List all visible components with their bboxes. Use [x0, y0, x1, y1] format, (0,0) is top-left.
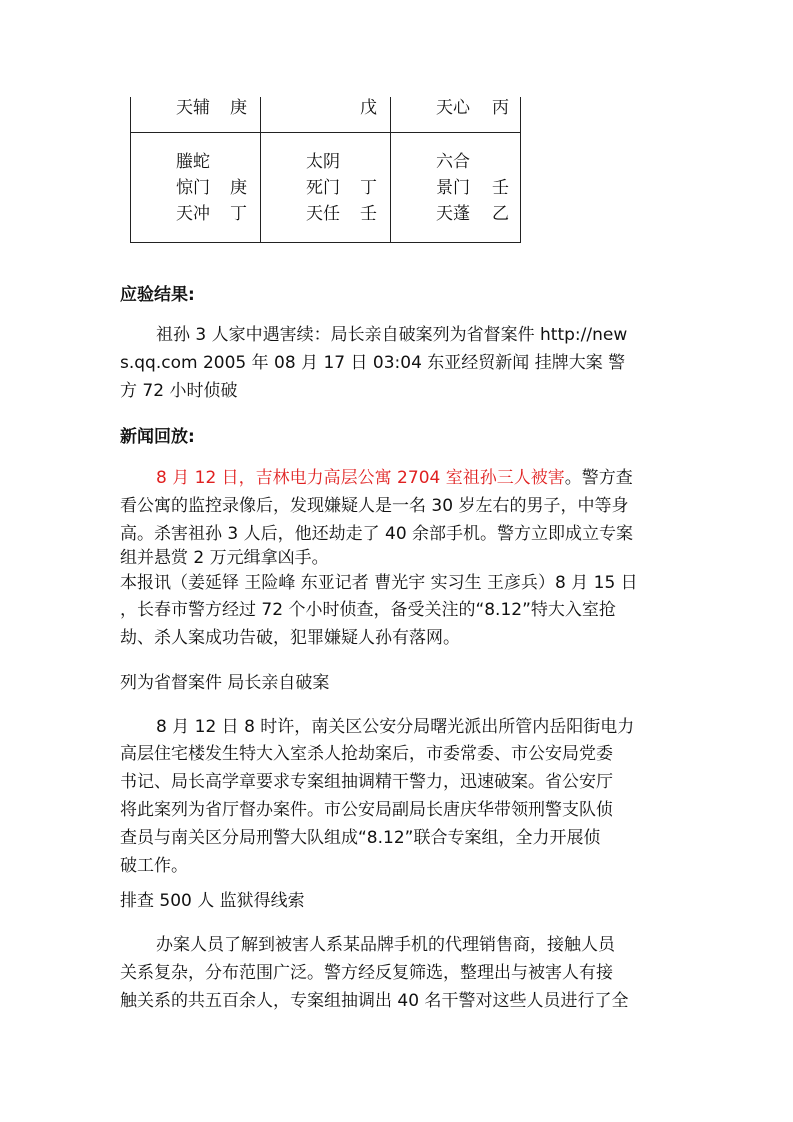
- bottom-c1-star-stem: 丁: [230, 204, 247, 224]
- top-c1-star: 天辅: [176, 98, 210, 118]
- bottom-c1-door: 惊门: [176, 178, 210, 198]
- paragraph-line: 查员与南关区分局刑警大队组成“8.12”联合专案组，全力开展侦: [120, 828, 601, 848]
- news-highlight: 8 月 12 日，吉林电力高层公寓 2704 室祖孙三人被害: [156, 468, 565, 488]
- news-line: ，长春市警方经过 72 个小时侦查，备受关注的“8.12”特大入室抢: [120, 600, 616, 620]
- news-line: 高。杀害祖孙 3 人后，他还劫走了 40 余部手机。警方立即成立专案: [120, 524, 634, 544]
- bottom-c2-star-stem: 壬: [360, 204, 377, 224]
- paragraph-line: 触关系的共五百余人，专案组抽调出 40 名干警对这些人员进行了全: [120, 991, 629, 1011]
- bottom-c2-god: 太阴: [306, 152, 340, 172]
- top-c2-stem: 戊: [360, 98, 377, 118]
- news-line: 劫、杀人案成功告破，犯罪嫌疑人孙有落网。: [120, 628, 460, 648]
- news-line: 本报讯（姜延铎 王险峰 东亚记者 曹光宇 实习生 王彦兵）8 月 15 日: [120, 573, 638, 593]
- paragraph-line: 办案人员了解到被害人系某品牌手机的代理销售商，接触人员: [156, 935, 615, 955]
- bottom-c3-door: 景门: [436, 178, 470, 198]
- result-line: 方 72 小时侦破: [120, 381, 238, 401]
- grid-row-divider: [130, 132, 521, 133]
- bottom-c3-star-stem: 乙: [492, 204, 509, 224]
- bottom-c3-star: 天蓬: [436, 204, 470, 224]
- result-heading: 应验结果:: [120, 285, 195, 305]
- news-first-line-rest: 。警方查: [564, 468, 633, 488]
- bottom-c2-door: 死门: [306, 178, 340, 198]
- news-line: 看公寓的监控录像后，发现嫌疑人是一名 30 岁左右的男子，中等身: [120, 496, 629, 516]
- result-line: 祖孙 3 人家中遇害续：局长亲自破案列为省督案件 http://new: [156, 325, 628, 345]
- news-heading: 新闻回放:: [120, 427, 195, 447]
- grid-border-right: [520, 97, 521, 243]
- top-c3-stem: 丙: [492, 98, 509, 118]
- grid-border-left: [130, 97, 131, 243]
- subheading-provincial-case: 列为省督案件 局长亲自破案: [120, 673, 330, 693]
- paragraph-line: 关系复杂，分布范围广泛。警方经反复筛选，整理出与被害人有接: [120, 963, 613, 983]
- bottom-c3-door-stem: 壬: [492, 178, 509, 198]
- bottom-c1-door-stem: 庚: [230, 178, 247, 198]
- grid-divider-2: [390, 97, 391, 243]
- top-c3-star: 天心: [436, 98, 470, 118]
- news-line: 组并悬赏 2 万元缉拿凶手。: [120, 548, 329, 568]
- top-c1-stem: 庚: [230, 98, 247, 118]
- subheading-investigation: 排查 500 人 监狱得线索: [120, 891, 305, 911]
- paragraph-line: 破工作。: [120, 856, 188, 876]
- bottom-c3-god: 六合: [436, 152, 470, 172]
- result-line: s.qq.com 2005 年 08 月 17 日 03:04 东亚经贸新闻 挂牌大案 警: [120, 353, 626, 373]
- bottom-c2-star: 天任: [306, 204, 340, 224]
- paragraph-line: 高层住宅楼发生特大入室杀人抢劫案后，市委常委、市公安局党委: [120, 744, 613, 764]
- paragraph-line: 书记、局长高学章要求专案组抽调精干警力，迅速破案。省公安厅: [120, 772, 613, 792]
- grid-border-bottom: [130, 242, 521, 243]
- news-paragraph-first-line: [156, 467, 633, 489]
- grid-divider-1: [260, 97, 261, 243]
- bottom-c1-star: 天冲: [176, 204, 210, 224]
- bottom-c1-god: 螣蛇: [176, 152, 210, 172]
- qimen-grid: [120, 92, 530, 246]
- paragraph-line: 8 月 12 日 8 时许，南关区公安分局曙光派出所管内岳阳街电力: [156, 717, 635, 737]
- bottom-c2-door-stem: 丁: [360, 178, 377, 198]
- paragraph-line: 将此案列为省厅督办案件。市公安局副局长唐庆华带领刑警支队侦: [120, 800, 613, 820]
